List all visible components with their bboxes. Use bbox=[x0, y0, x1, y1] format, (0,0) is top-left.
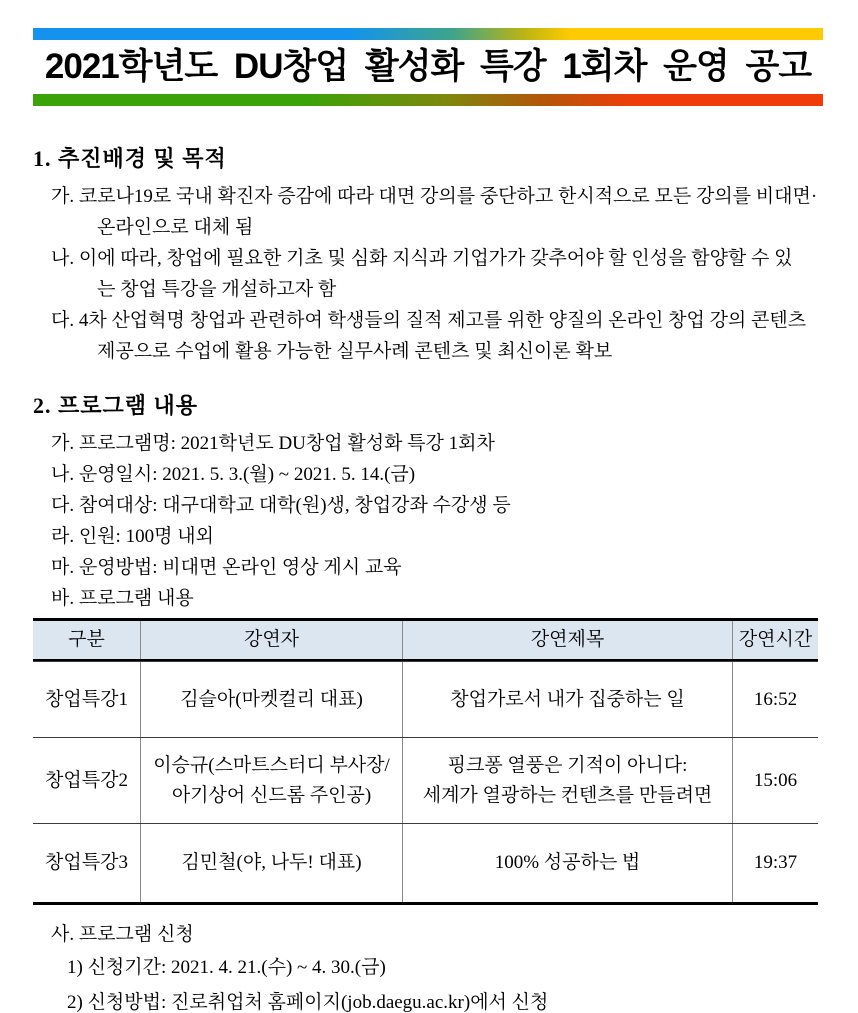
cell-lecture-title bbox=[402, 824, 732, 902]
cell-category: 창업특강1 bbox=[45, 688, 128, 710]
table-row bbox=[33, 823, 818, 902]
cell-duration: 15:06 bbox=[732, 738, 818, 823]
lecture-table bbox=[33, 618, 818, 905]
program-line-headcount: 라. 인원: 100명 내외 bbox=[51, 526, 214, 547]
column-header-lecture-title: 강연제목 bbox=[402, 621, 732, 659]
section-background-heading: 1. 추진배경 및 목적 bbox=[33, 146, 227, 171]
program-line-dates: 나. 운영일시: 2021. 5. 3.(월) ~ 2021. 5. 14.(금) bbox=[51, 464, 416, 485]
cell-duration: 19:37 bbox=[732, 824, 818, 902]
cell-lecture-title bbox=[402, 662, 732, 737]
speaker-line: 이승규(스마트스터디 부사장/ bbox=[153, 754, 390, 776]
title-line: 핑크퐁 열풍은 기적이 아니다: bbox=[447, 754, 688, 776]
cell-category: 창업특강3 bbox=[45, 852, 128, 873]
column-header-category: 구분 bbox=[68, 629, 105, 650]
speaker-line: 아기상어 신드롬 주인공) bbox=[171, 784, 372, 806]
column-header-speaker: 강연자 bbox=[140, 621, 402, 659]
cell-speaker bbox=[140, 662, 402, 737]
background-line-na: 나. 이에 따라, 창업에 필요한 기초 및 심화 지식과 기업가가 갖추어야 할 인성을 함양할 수 있 bbox=[51, 248, 793, 269]
cell-speaker bbox=[140, 824, 402, 902]
top-accent-bar bbox=[33, 28, 823, 40]
cell-speaker bbox=[140, 738, 402, 823]
table-header-row bbox=[33, 621, 818, 661]
apply-method-line: 2) 신청방법: 진로취업처 홈페이지(job.daegu.ac.kr)에서 신청 bbox=[67, 992, 549, 1013]
cell-lecture-title bbox=[402, 738, 732, 823]
title-line: 100% 성공하는 법 bbox=[494, 852, 641, 873]
background-line-na-cont: 는 창업 특강을 개설하고자 함 bbox=[97, 279, 337, 300]
background-line-da-cont: 제공으로 수업에 활용 가능한 실무사례 콘텐츠 및 최신이론 확보 bbox=[97, 341, 613, 362]
cell-duration: 16:52 bbox=[732, 662, 818, 737]
column-header-duration: 강연시간 bbox=[732, 621, 818, 659]
speaker-line: 김슬아(마켓컬리 대표) bbox=[180, 688, 363, 710]
cell-category: 창업특강2 bbox=[45, 769, 128, 791]
table-row bbox=[33, 661, 818, 737]
section-program-heading: 2. 프로그램 내용 bbox=[33, 393, 199, 418]
program-line-contents: 바. 프로그램 내용 bbox=[51, 588, 194, 609]
apply-period-line: 1) 신청기간: 2021. 4. 21.(수) ~ 4. 30.(금) bbox=[67, 957, 386, 978]
title-line: 세계가 열광하는 컨텐츠를 만들려면 bbox=[422, 784, 713, 806]
background-line-ga-cont: 온라인으로 대체 됨 bbox=[97, 217, 254, 238]
page-title: 2021학년도 DU창업 활성화 특강 1회차 운영 공고 bbox=[44, 47, 812, 86]
program-line-name: 가. 프로그램명: 2021학년도 DU창업 활성화 특강 1회차 bbox=[51, 433, 495, 454]
section-apply bbox=[33, 919, 823, 1013]
background-line-da: 다. 4차 산업혁명 창업과 관련하여 학생들의 질적 제고를 위한 양질의 온라인 창업 강의 콘텐츠 bbox=[51, 310, 807, 331]
section-program bbox=[33, 391, 823, 614]
section-background bbox=[33, 144, 823, 367]
program-line-target: 다. 참여대상: 대구대학교 대학(원)생, 창업강좌 수강생 등 bbox=[51, 495, 511, 516]
bottom-accent-bar bbox=[33, 94, 823, 106]
apply-heading: 사. 프로그램 신청 bbox=[51, 924, 194, 945]
program-line-method: 마. 운영방법: 비대면 온라인 영상 게시 교육 bbox=[51, 557, 402, 578]
speaker-line: 김민철(야, 나두! 대표) bbox=[181, 852, 362, 873]
table-row bbox=[33, 737, 818, 823]
background-line-ga: 가. 코로나19로 국내 확진자 증감에 따라 대면 강의를 중단하고 한시적으로 모든 강의를 비대면· bbox=[51, 186, 818, 207]
title-line: 창업가로서 내가 집중하는 일 bbox=[450, 688, 685, 710]
